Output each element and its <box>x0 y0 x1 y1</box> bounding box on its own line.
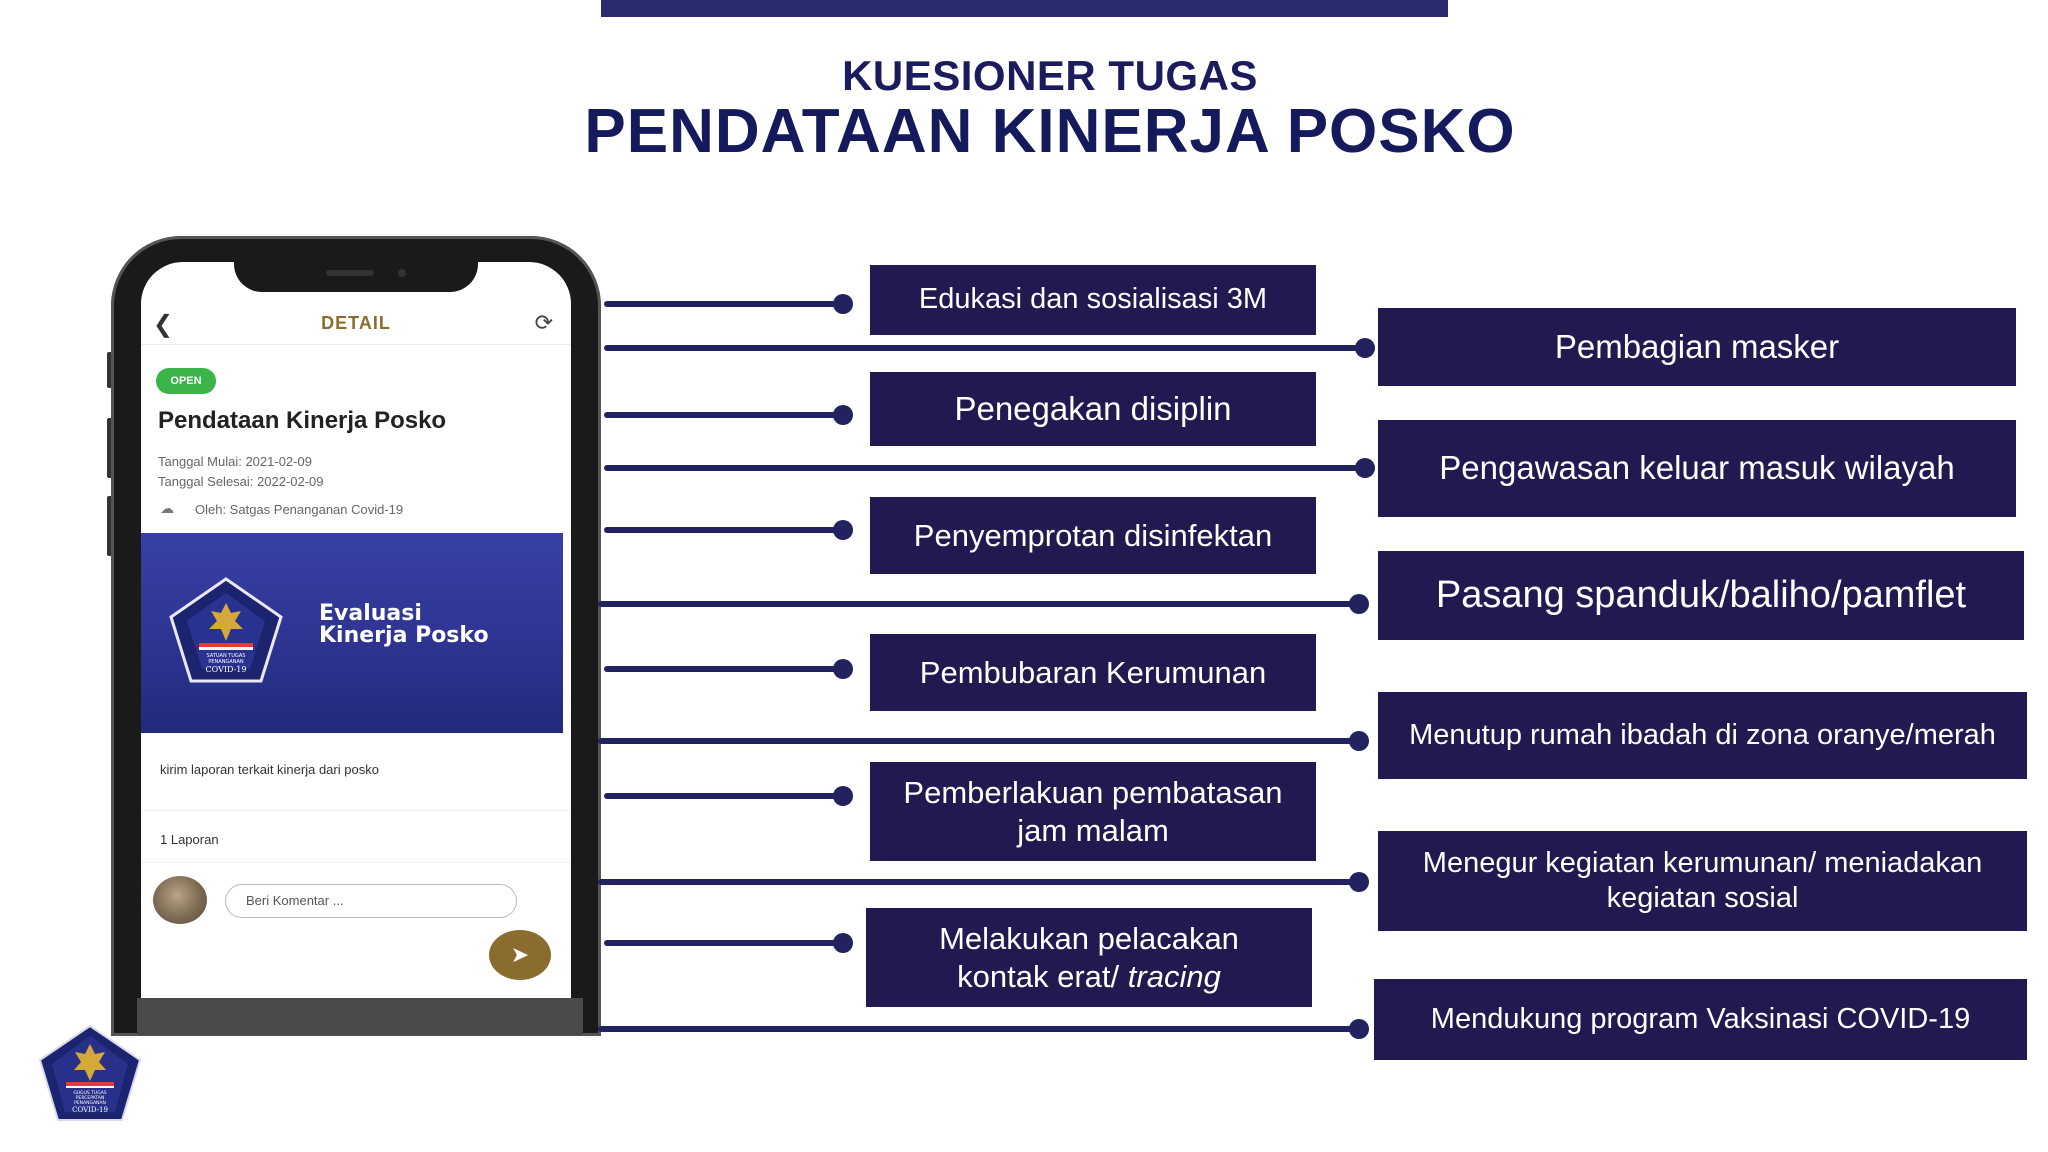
emblem-text-2: PENANGANAN <box>208 659 244 665</box>
organization-icon: ☁ <box>160 500 174 516</box>
connector-line <box>604 940 844 946</box>
banner-line-1: Evaluasi <box>319 601 422 626</box>
start-date: Tanggal Mulai: 2021-02-09 <box>158 454 312 469</box>
avatar <box>153 876 207 924</box>
connector-line <box>598 601 1358 607</box>
connector-dot <box>833 520 853 540</box>
organizer-label: Oleh: Satgas Penanganan Covid-19 <box>195 502 404 517</box>
connector-line <box>604 301 844 307</box>
emblem-text-1: SATUAN TUGAS <box>206 653 246 659</box>
task-description: kirim laporan terkait kinerja dari posko <box>160 762 379 777</box>
activity-label-line-2: kegiatan sosial <box>1606 882 1799 914</box>
connector-line <box>604 527 844 533</box>
connector-dot <box>1349 731 1369 751</box>
activity-label: Pembagian masker <box>1554 327 1840 365</box>
front-camera <box>398 269 406 277</box>
activity-label: Mendukung program Vaksinasi COVID-19 <box>1430 1002 1971 1035</box>
activity-box-spanduk <box>1378 551 2024 640</box>
slide-title: PENDATAAN KINERJA POSKO <box>584 97 1516 166</box>
connector-line <box>604 666 844 672</box>
activity-label-line-1: Melakukan pelacakan <box>939 920 1239 956</box>
activity-box-jam-malam <box>870 762 1316 861</box>
end-date: Tanggal Selesai: 2022-02-09 <box>158 474 324 489</box>
top-accent-bar <box>601 0 1448 17</box>
activity-label: Pembubaran Kerumunan <box>919 654 1267 690</box>
gugus-tugas-logo-icon <box>38 1024 142 1124</box>
connector-dot <box>833 405 853 425</box>
activity-label: Pengawasan keluar masuk wilayah <box>1439 449 1955 487</box>
activity-box-masker <box>1378 308 2016 386</box>
connector-line <box>604 793 844 799</box>
banner-caption <box>319 603 489 647</box>
activity-box-kerumunan <box>870 634 1316 711</box>
connector-dot <box>1355 458 1375 478</box>
divider <box>141 862 571 863</box>
connector-dot <box>1349 1019 1369 1039</box>
report-count[interactable]: 1 Laporan <box>160 832 219 847</box>
logo-text-1: GUGUS TUGAS <box>73 1091 107 1096</box>
app-header <box>141 302 571 345</box>
header-title: DETAIL <box>321 313 391 333</box>
phone-bottom-bar <box>137 998 583 1035</box>
connector-line <box>598 1026 1358 1032</box>
banner-line-2: Kinerja Posko <box>319 623 489 648</box>
phone-screen <box>141 262 571 1034</box>
back-icon[interactable]: ❮ <box>153 311 174 338</box>
logo-text-3: PENANGANAN <box>74 1101 106 1106</box>
connector-dot <box>833 933 853 953</box>
phone-notch <box>234 262 478 292</box>
connector-dot <box>1349 872 1369 892</box>
connector-dot <box>1349 594 1369 614</box>
activity-box-tracing <box>866 908 1312 1007</box>
activity-label-line-2 <box>939 958 1239 996</box>
task-title: Pendataan Kinerja Posko <box>158 407 447 434</box>
activity-box-pengawasan <box>1378 420 2016 517</box>
activity-label-italic: tracing <box>1127 958 1221 994</box>
connector-line <box>598 879 1358 885</box>
satgas-emblem-icon <box>169 577 283 685</box>
connector-dot <box>833 659 853 679</box>
activity-label-line-2: jam malam <box>1017 812 1169 848</box>
activity-label: Penyemprotan disinfektan <box>913 517 1273 553</box>
connector-dot <box>833 294 853 314</box>
logo-text-4: COVID-19 <box>72 1106 108 1114</box>
activity-box-disinfektan <box>870 497 1316 574</box>
divider <box>141 810 571 811</box>
activity-label: Penegakan disiplin <box>954 389 1232 427</box>
activity-label: Pasang spanduk/baliho/pamflet <box>1435 574 1967 617</box>
activity-box-disiplin <box>870 372 1316 446</box>
rocket-icon: ➤ <box>510 942 530 967</box>
connector-line <box>604 465 1364 471</box>
activity-label: Menutup rumah ibadah di zona oranye/merah <box>1409 718 1996 751</box>
connector-dot <box>1355 338 1375 358</box>
activity-box-menegur <box>1378 831 2027 931</box>
send-rocket-button[interactable] <box>489 930 551 980</box>
status-badge: OPEN <box>156 368 216 394</box>
connector-dot <box>833 786 853 806</box>
activity-label-line-1: Pemberlakuan pembatasan <box>903 774 1283 810</box>
emblem-text-3: COVID-19 <box>205 665 247 674</box>
connector-line <box>604 345 1364 351</box>
activity-box-edukasi <box>870 265 1316 335</box>
activity-box-rumah-ibadah <box>1378 692 2027 779</box>
activity-label: Edukasi dan sosialisasi 3M <box>918 283 1268 316</box>
refresh-icon[interactable]: ⟳ <box>534 310 553 335</box>
logo-text-2: PERCEPATAN <box>75 1096 105 1101</box>
activity-label-line-1: Menegur kegiatan kerumunan/ meniadakan <box>1422 846 1983 879</box>
task-banner <box>141 533 563 733</box>
activity-box-vaksinasi <box>1374 979 2027 1060</box>
connector-line <box>604 412 844 418</box>
speaker-grille <box>326 270 374 276</box>
slide-subtitle: KUESIONER TUGAS <box>842 52 1258 99</box>
connector-line <box>598 738 1358 744</box>
comment-input[interactable]: Beri Komentar ... <box>225 884 517 918</box>
activity-label-prefix: kontak erat/ <box>957 958 1128 994</box>
